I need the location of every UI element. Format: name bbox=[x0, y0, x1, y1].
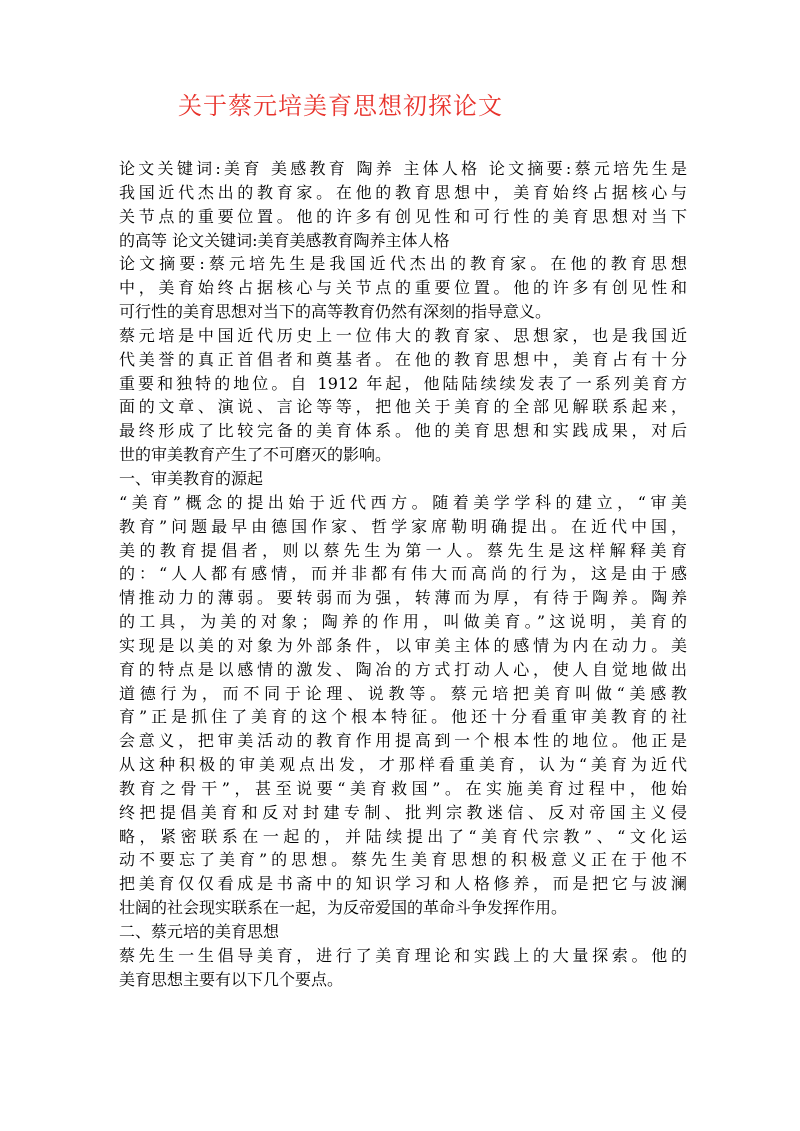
body-line: 的工具，为美的对象；陶养的作用，叫做美育。”这说明，美育的 bbox=[119, 612, 687, 632]
body-line: 面的文章、演说、言论等等，把他关于美育的全部见解联系起来， bbox=[119, 397, 687, 417]
body-line: 论文摘要:蔡元培先生是我国近代杰出的教育家。在他的教育思想 bbox=[119, 254, 687, 274]
body-line: 蔡先生一生倡导美育，进行了美育理论和实践上的大量探索。他的 bbox=[119, 945, 687, 965]
body-line: 一、审美教育的源起 bbox=[119, 468, 264, 488]
body-line: 美的教育提倡者，则以蔡先生为第一人。蔡先生是这样解释美育 bbox=[119, 540, 687, 560]
body-line: 会意义，把审美活动的教育作用提高到一个根本性的地位。他正是 bbox=[119, 731, 687, 751]
body-line: 我国近代杰出的教育家。在他的教育思想中，美育始终占据核心与 bbox=[119, 182, 687, 202]
body-line: 二、蔡元培的美育思想 bbox=[119, 922, 280, 941]
body-line: 关节点的重要位置。他的许多有创见性和可行性的美育思想对当下 bbox=[119, 206, 687, 226]
body-line: 终把提倡美育和反对封建专制、批判宗教迷信、反对帝国主义侵 bbox=[119, 802, 687, 822]
body-line: 世的审美教育产生了不可磨灭的影响。 bbox=[119, 445, 392, 465]
body-line: 重要和独特的地位。自 1912 年起，他陆陆续续发表了一系列美育方 bbox=[119, 373, 687, 393]
body-line: 的：“人人都有感情，而并非都有伟大而高尚的行为，这是由于感 bbox=[119, 564, 687, 584]
document-title: 关于蔡元培美育思想初探论文 bbox=[178, 92, 503, 120]
body-line: 育”正是抓住了美育的这个根本特征。他还十分看重审美教育的社 bbox=[119, 707, 687, 727]
body-line: 道德行为，而不同于论理、说教等。蔡元培把美育叫做“美感教 bbox=[119, 683, 687, 703]
body-line: 实现是以美的对象为外部条件，以审美主体的感情为内在动力。美 bbox=[119, 635, 687, 655]
body-line: 把美育仅仅看成是书斋中的知识学习和人格修养，而是把它与波澜 bbox=[119, 874, 687, 894]
body-line: 中，美育始终占据核心与关节点的重要位置。他的许多有创见性和 bbox=[119, 278, 687, 298]
body-line: 教育”问题最早由德国作家、哲学家席勒明确提出。在近代中国， bbox=[119, 516, 687, 536]
body-line: 论文关键词:美育 美感教育 陶养 主体人格 论文摘要:蔡元培先生是 bbox=[119, 159, 687, 178]
body-line: 情推动力的薄弱。要转弱而为强，转薄而为厚，有待于陶养。陶养 bbox=[119, 588, 687, 608]
body-line: 从这种积极的审美观点出发，才那样看重美育，认为“美育为近代 bbox=[119, 755, 687, 775]
body-line: 最终形成了比较完备的美育体系。他的美育思想和实践成果，对后 bbox=[119, 421, 687, 441]
document-body bbox=[119, 157, 687, 992]
body-line: 育的特点是以感情的激发、陶冶的方式打动人心，使人自觉地做出 bbox=[119, 659, 687, 679]
body-line: 美育思想主要有以下几个要点。 bbox=[119, 969, 344, 989]
body-line: 动不要忘了美育”的思想。蔡先生美育思想的积极意义正在于他不 bbox=[119, 850, 687, 870]
body-line: 代美誉的真正首倡者和奠基者。在他的教育思想中，美育占有十分 bbox=[119, 349, 687, 369]
body-line: 略，紧密联系在一起的，并陆续提出了“美育代宗教”、“文化运 bbox=[119, 826, 687, 846]
body-line: 的高等 论文关键词:美育美感教育陶养主体人格 bbox=[119, 230, 450, 250]
body-line: 教育之骨干”，甚至说要“美育救国”。在实施美育过程中，他始 bbox=[119, 778, 687, 798]
body-line: 壮阔的社会现实联系在一起，为反帝爱国的革命斗争发挥作用。 bbox=[119, 898, 568, 918]
body-line: 可行性的美育思想对当下的高等教育仍然有深刻的指导意义。 bbox=[119, 302, 552, 322]
body-line: 蔡元培是中国近代历史上一位伟大的教育家、思想家，也是我国近 bbox=[119, 325, 687, 345]
body-line: “美育”概念的提出始于近代西方。随着美学学科的建立，“审美 bbox=[119, 492, 687, 512]
